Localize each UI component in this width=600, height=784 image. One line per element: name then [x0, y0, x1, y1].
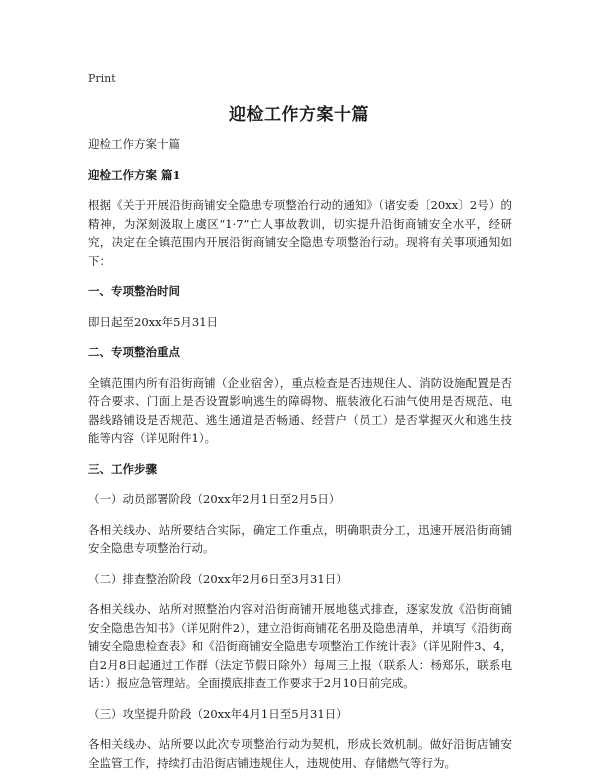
article-heading: 迎检工作方案 篇1 — [88, 167, 181, 182]
section-heading-focus: 二、专项整治重点 — [88, 345, 180, 359]
phase-heading-mobilize: （一）动员部署阶段（20xx年2月1日至2月5日） — [88, 492, 341, 506]
phase-heading-improve: （三）攻坚提升阶段（20xx年4月1日至5月31日） — [88, 706, 348, 721]
phase-text-mobilize: 各相关线办、站所要结合实际，确定工作重点，明确职责分工，迅速开展沿街商铺安全隐患专项整治行动。 — [88, 522, 512, 555]
section-text-time: 即日起至20xx年5月31日 — [88, 314, 219, 329]
page-title: 迎检工作方案十篇 — [229, 105, 369, 125]
document-body — [88, 135, 512, 784]
document-subtitle: 迎检工作方案十篇 — [88, 137, 180, 151]
section-heading-steps: 三、工作步骤 — [88, 461, 157, 476]
print-label[interactable]: Print — [88, 72, 116, 85]
section-text-focus: 全镇范围内所有沿街商铺（企业宿舍），重点检查是否违规住人、消防设施配置是否符合要求、门面上是否设置影响逃生的障碍物、瓶装液化石油气使用是否规范、电器线路铺设是否规范、逃生通道是否畅通、经营户（员工）是否掌握灭火和逃生技能等内容（详见附件1）。 — [88, 375, 512, 445]
phase-text-improve: 各相关线办、站所要以此次专项整治行动为契机，形成长效机制。做好沿街店铺安全监管工作，持续打击沿街店铺违规住人，违规使用、存储燃气等行为。 — [88, 737, 512, 770]
phase-heading-inspect: （二）排查整治阶段（20xx年2月6日至3月31日） — [88, 571, 348, 586]
intro-paragraph: 根据《关于开展沿街商铺安全隐患专项整治行动的通知》（诸安委〔20xx〕2号）的精神，为深刻汲取上虞区“1·7”亡人事故教训，切实提升沿街商铺安全水平，经研究，决定在全镇范围内开展沿街商铺安全隐患专项整治行动。现将有关事项通知如下： — [88, 198, 512, 268]
section-heading-time: 一、专项整治时间 — [88, 284, 180, 298]
phase-text-inspect: 各相关线办、站所对照整治内容对沿街商铺开展地毯式排查，逐家发放《沿街商铺安全隐患告知书》（详见附件2），建立沿街商铺花名册及隐患清单，并填写《沿街商铺安全隐患检查表》和《沿街商铺安全隐患专项整治工作统计表》（详见附件3、4，自2月8日起通过工作群（法定节假日除外）每周三上报（联系人：杨郑乐，联系电话：）报应急管理站。全面摸底排查工作要求于2月10日前完成。 — [88, 602, 512, 690]
